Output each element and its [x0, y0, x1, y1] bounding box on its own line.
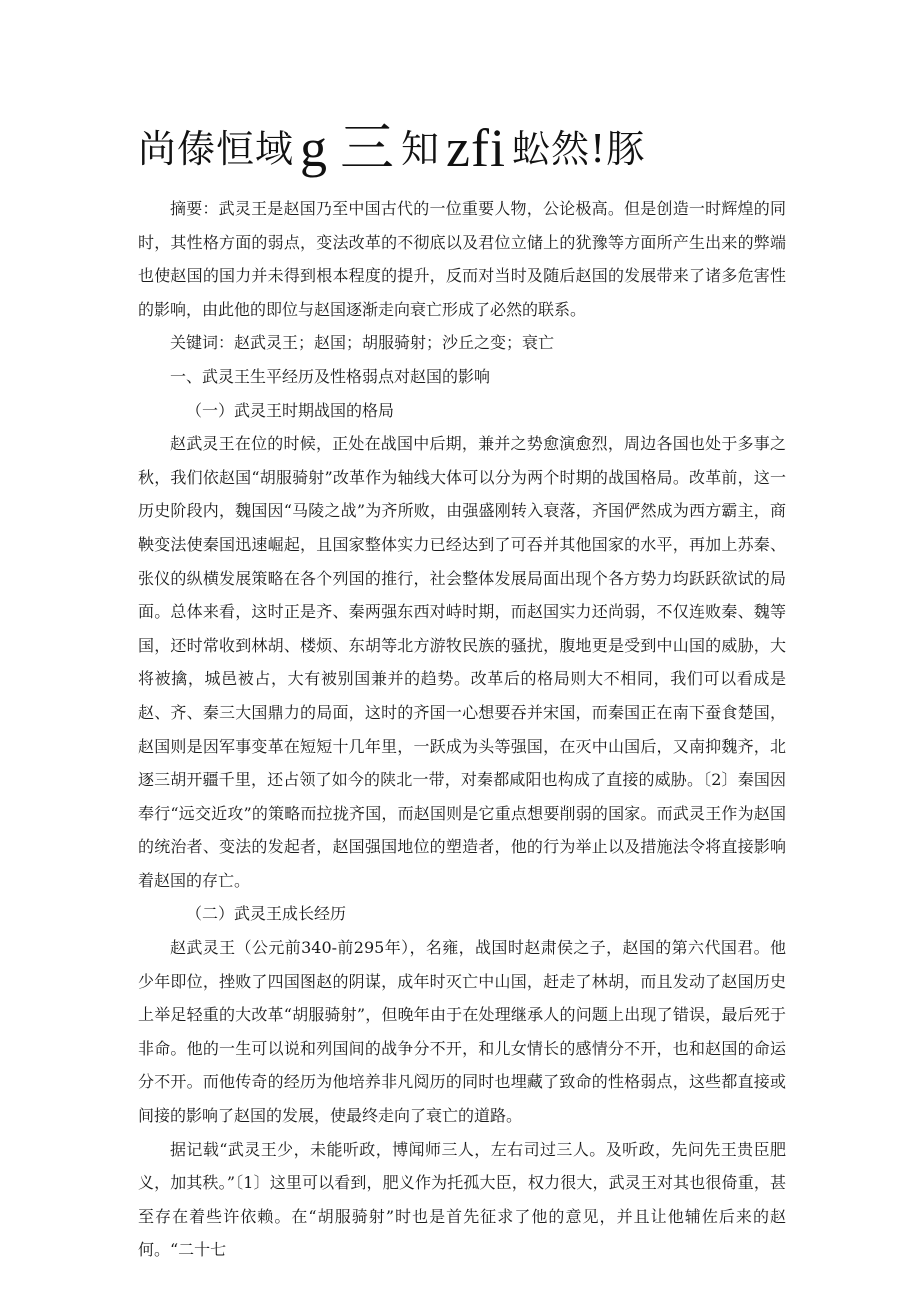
title-part-5: zfi	[446, 118, 506, 178]
title-part-4: 知	[401, 127, 441, 171]
abstract-paragraph: 摘要：武灵王是赵国乃至中国古代的一位重要人物，公论极高。但是创造一时辉煌的同时，其性格方面的弱点，变法改革的不彻底以及君位立储上的犹豫等方面所产生出来的弊端也使赵国的国力并未得到根本程度的提升，反而对当时及随后赵国的发展带来了诸多危害性的影响，由此他的即位与赵国逐渐走向衰亡形成了必然的联系。	[138, 199, 786, 319]
document-body	[138, 192, 786, 1267]
body-paragraph-3: 据记载“武灵王少，未能听政，博闻师三人，左右司过三人。及听政，先问先王贵臣肥义，加其秩。”〔1〕这里可以看到，肥义作为托孤大臣，权力很大，武灵王对其也很倚重，甚至存在着些许依赖。在“胡服骑射”时也是首先征求了他的意见，并且让他辅佐后来的赵何。“二十七	[138, 1139, 786, 1260]
subsection-heading-2: （二）武灵王成长经历	[186, 904, 347, 924]
document-title	[138, 118, 818, 178]
section-heading: 一、武灵王生平经历及性格弱点对赵国的影响	[170, 366, 491, 386]
title-part-3: 三	[340, 118, 396, 178]
body-paragraph-2: 赵武灵王（公元前340-前295年），名雍，战国时赵肃侯之子，赵国的第六代国君。他少年即位，挫败了四国图赵的阴谋，成年时灭亡中山国，赶走了林胡，而且发动了赵国历史上举足轻重的大改革“胡服骑射”，但晚年由于在处理继承人的问题上出现了错误，最后死于非命。他的一生可以说和列国间的战争分不开，和儿女情长的感情分不开，也和赵国的命运分不开。而他传奇的经历为他培养非凡阅历的同时也埋藏了致命的性格弱点，这些都直接或间接的影响了赵国的发展，使最终走向了衰亡的道路。	[138, 938, 786, 1126]
title-part-1: 尚傣恒域	[138, 127, 295, 171]
title-part-2: g	[300, 118, 329, 178]
keywords-line: 关键词：赵武灵王；赵国；胡服骑射；沙丘之变；衰亡	[170, 333, 555, 353]
subsection-heading-1: （一）武灵王时期战国的格局	[186, 400, 395, 420]
title-part-6: 蚣然!豚	[511, 127, 646, 171]
body-paragraph-1: 赵武灵王在位的时候，正处在战国中后期，兼并之势愈演愈烈，周边各国也处于多事之秋，我们依赵国“胡服骑射”改革作为轴线大体可以分为两个时期的战国格局。改革前，这一历史阶段内，魏国因“马陵之战”为齐所败，由强盛刚转入衰落，齐国俨然成为西方霸主，商鞅变法使秦国迅速崛起，且国家整体实力已经达到了可吞并其他国家的水平，再加上苏秦、张仪的纵横发展策略在各个列国的推行，社会整体发展局面出现个各方势力均跃跃欲试的局面。总体来看，这时正是齐、秦两强东西对峙时期，而赵国实力还尚弱，不仅连败秦、魏等国，还时常收到林胡、楼烦、东胡等北方游牧民族的骚扰，腹地更是受到中山国的威胁，大将被擒，城邑被占，大有被别国兼并的趋势。改革后的格局则大不相同，我们可以看成是赵、齐、秦三大国鼎力的局面，这时的齐国一心想要吞并宋国，而秦国正在南下蚕食楚国，赵国则是因军事变革在短短十几年里，一跃成为头等强国，在灭中山国后，又南抑魏齐，北逐三胡开疆千里，还占领了如今的陕北一带，对秦都咸阳也构成了直接的威胁。〔2〕秦国因奉行“远交近攻”的策略而拉拢齐国，而赵国则是它重点想要削弱的国家。而武灵王作为赵国的统治者、变法的发起者，赵国强国地位的塑造者，他的行为举止以及措施法令将直接影响着赵国的存亡。	[138, 434, 786, 890]
